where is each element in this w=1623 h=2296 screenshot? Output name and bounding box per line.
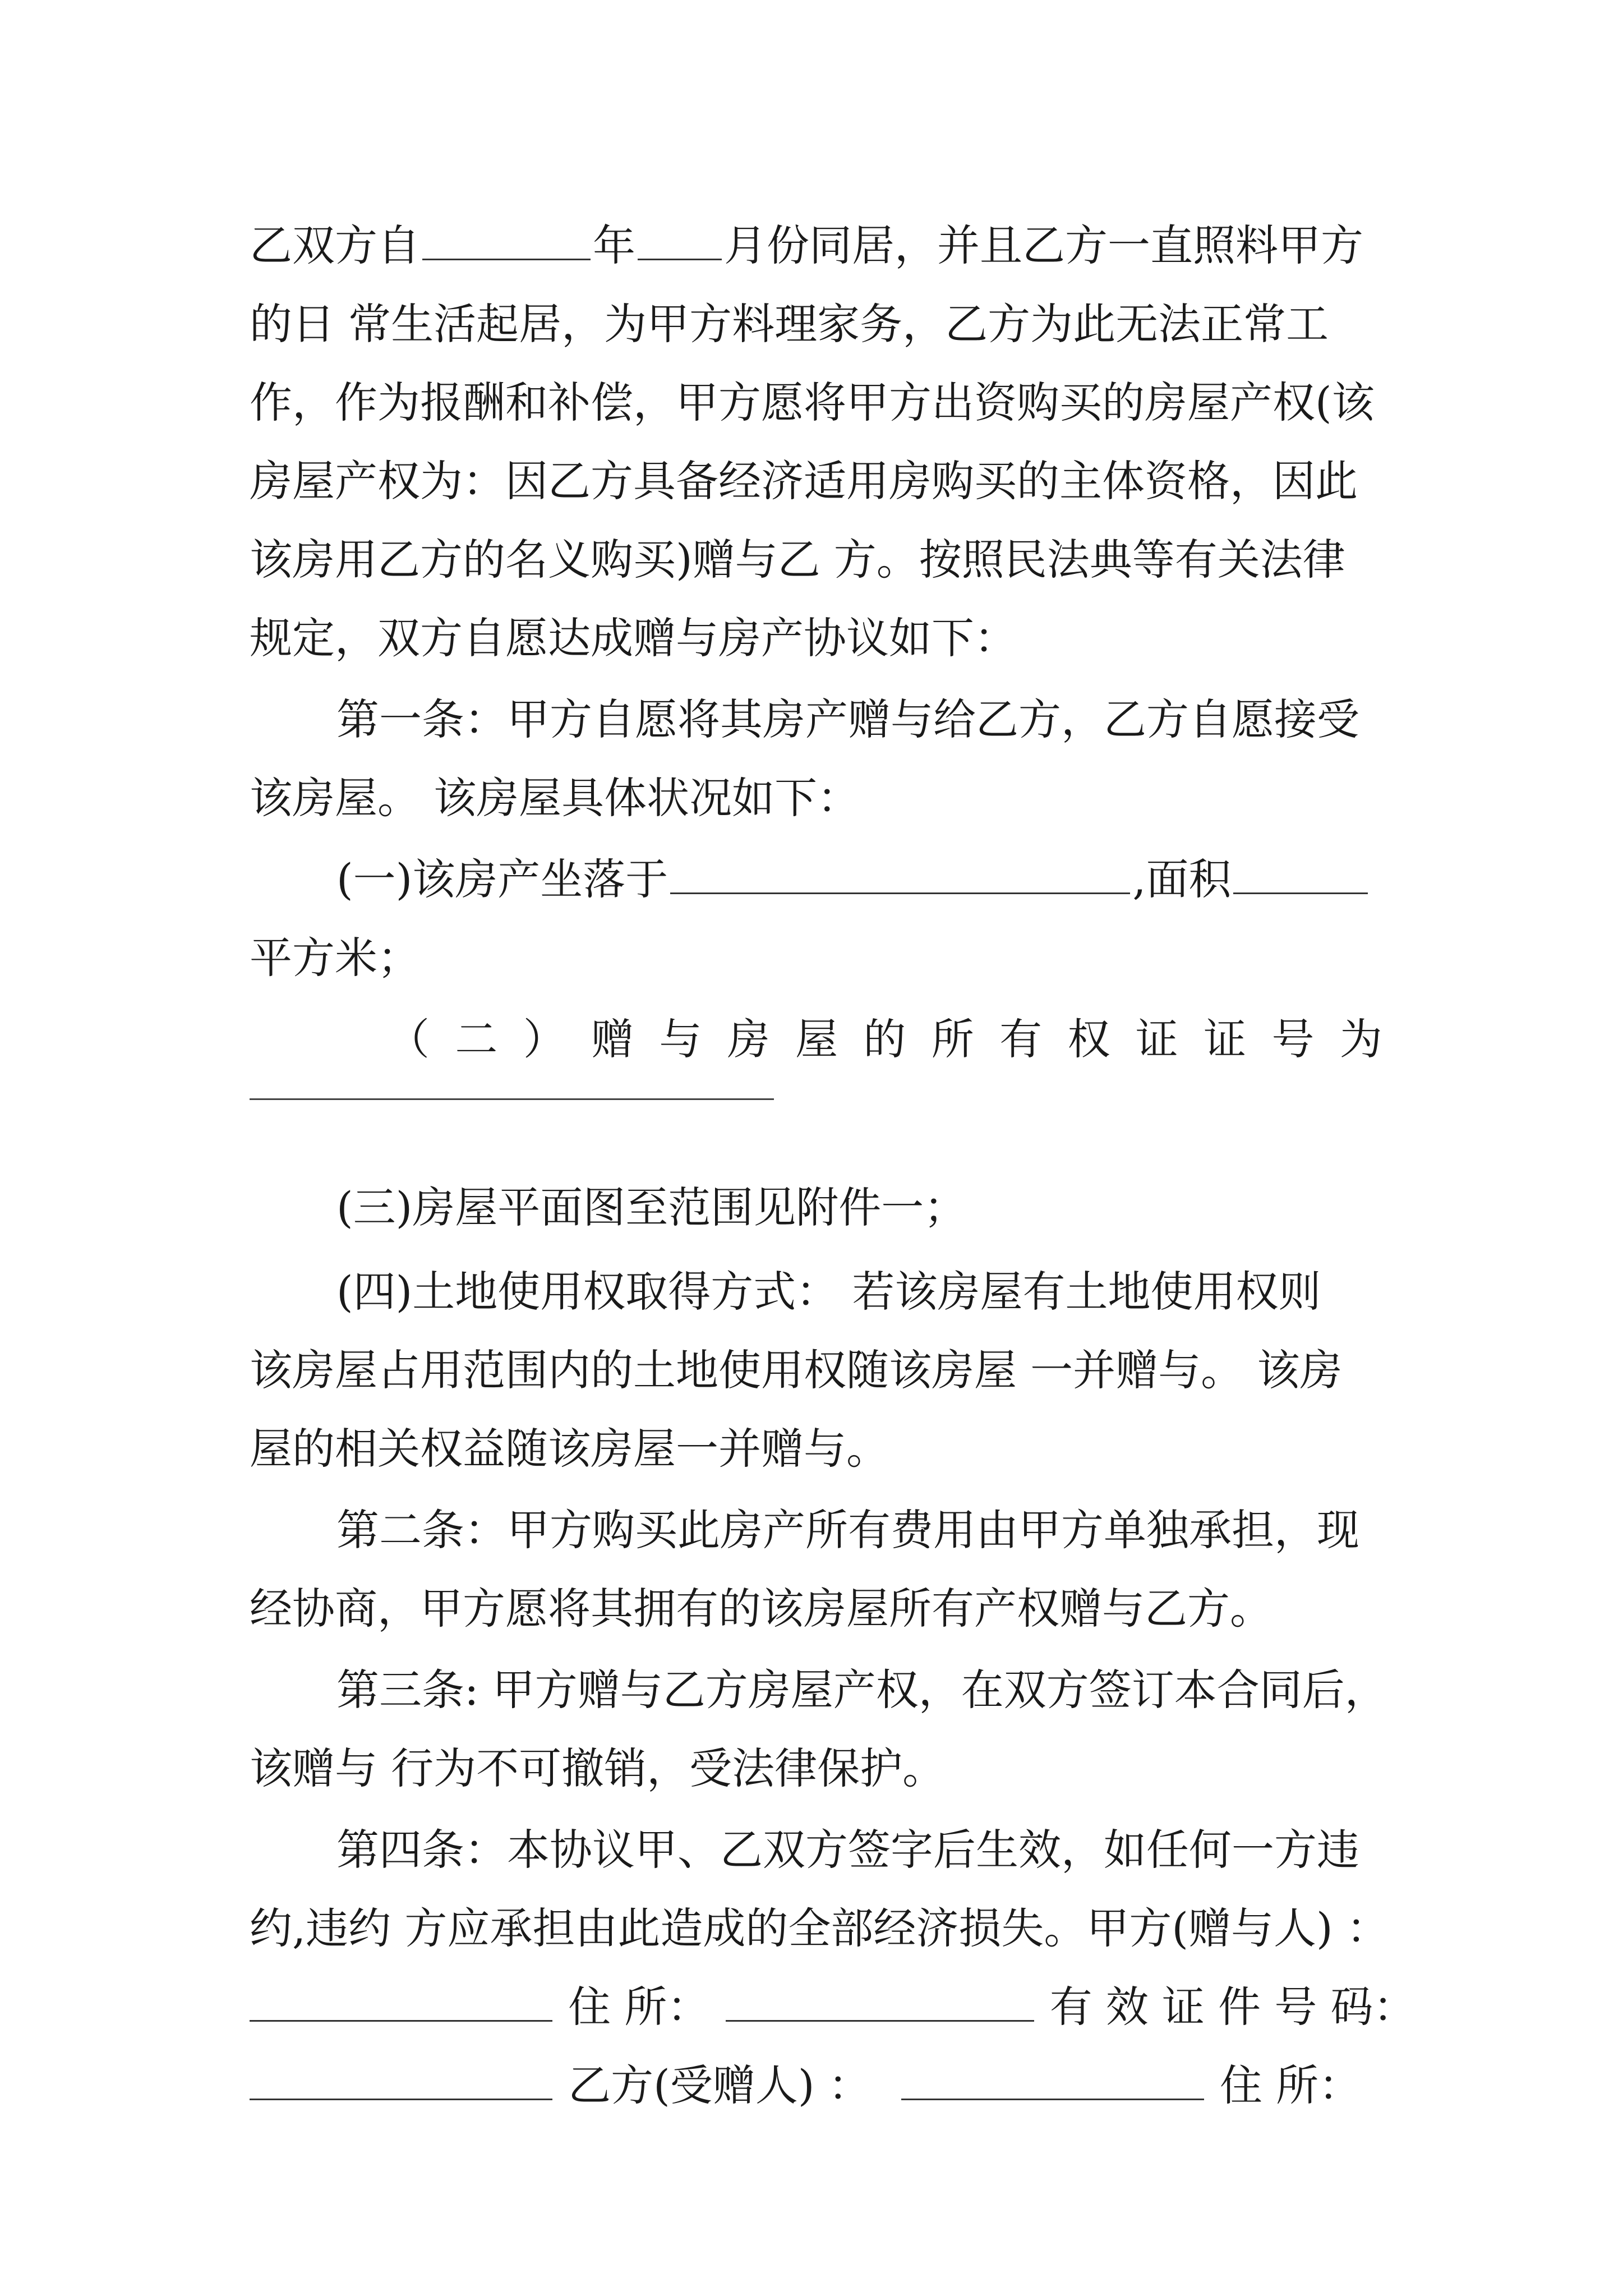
area-blank (1233, 841, 1368, 894)
item2-char: 赠 (591, 1014, 634, 1064)
item2-char: 号 (1271, 1014, 1315, 1064)
intro-line-4: 房屋产权为：因乙方具备经济适用房购买的主体资格，因此 (250, 456, 1358, 506)
item4-line-2: 该房屋占用范围内的土地使用权随该房屋 一并赠与。 该房 (250, 1345, 1343, 1395)
item4-line-3: 屋的相关权益随该房屋一并赠与。 (250, 1424, 889, 1474)
item1-area-label: ,面积 (1132, 854, 1232, 904)
signature-line-2 (250, 2046, 1388, 2125)
article2-line-2: 经协商，甲方愿将其拥有的该房屋所有产权赠与乙方。 (250, 1584, 1272, 1634)
item1-line-1 (336, 840, 1388, 919)
item2-line (387, 1000, 1382, 1079)
item1-line-2: 平方米； (250, 933, 420, 983)
intro-text-c: 月份同居，并且乙方一直照料甲方 (724, 220, 1363, 270)
item2-char: 有 (999, 1014, 1043, 1064)
intro-line-1 (250, 206, 1388, 285)
article4-line-2: 约,违约 方应承担由此造成的全部经济损失。甲方(赠与人) ： (250, 1903, 1389, 1953)
article1-line-1: 第一条：甲方自愿将其房产赠与给乙方，乙方自愿接受 (336, 694, 1359, 744)
item2-char: 屋 (795, 1014, 838, 1064)
intro-line-2: 的日 常生活起居，为甲方料理家务，乙方为此无法正常工 (250, 299, 1329, 349)
intro-line-3: 作，作为报酬和补偿，甲方愿将甲方出资购买的房屋产权(该 (250, 378, 1375, 427)
item1-location-label: (一)该房产坐落于 (336, 854, 668, 904)
item2-char: 权 (1067, 1014, 1110, 1064)
item2-char: 证 (1135, 1014, 1178, 1064)
intro-text-a: 乙双方自 (250, 220, 420, 270)
residence-blank-1 (726, 1968, 1034, 2022)
article4-line-1: 第四条：本协议甲、乙双方签字后生效，如任何一方违 (336, 1825, 1359, 1875)
location-blank (670, 841, 1130, 894)
article1-line-2: 该房屋。 该房屋具体状况如下： (250, 773, 860, 823)
month-blank (638, 207, 722, 260)
intro-text-b: 年 (593, 220, 635, 270)
intro-line-5: 该房用乙方的名义购买)赠与乙 方。按照民法典等有关法律 (250, 535, 1345, 585)
residence-label-2: 住 所： (1219, 2060, 1362, 2110)
party-b-sign-blank (901, 2047, 1204, 2100)
item2-char: 的 (863, 1014, 906, 1064)
residence-label-1: 住 所： (568, 1982, 710, 2032)
article3-line-1: 第三条: 甲方赠与乙方房屋产权，在双方签订本合同后， (336, 1665, 1387, 1715)
item2-char: 证 (1204, 1014, 1247, 1064)
year-blank (422, 207, 591, 260)
certificate-number-blank (250, 1098, 774, 1100)
item2-char: 房 (727, 1014, 770, 1064)
signature-line-1 (250, 1968, 1416, 2046)
id-number-label: 有 效 证 件 号 码： (1049, 1982, 1416, 2032)
party-b-label: 乙方(受赠人) ： (568, 2060, 871, 2110)
article3-line-2: 该赠与 行为不可撤销，受法律保护。 (250, 1743, 946, 1793)
item3-line: (三)房屋平面图至范围见附件一； (336, 1182, 967, 1232)
item2-char: 与 (659, 1014, 702, 1064)
item2-char: （ (387, 1014, 430, 1064)
item2-char: 所 (931, 1014, 974, 1064)
party-a-sign-blank (250, 1968, 552, 2022)
item4-line-1: (四)土地使用权取得方式： 若该房屋有土地使用权则 (336, 1267, 1321, 1317)
id-number-blank (250, 2047, 552, 2100)
intro-line-6: 规定，双方自愿达成赠与房产协议如下： (250, 613, 1017, 663)
item2-char: 为 (1339, 1014, 1382, 1064)
item2-char: 二 (455, 1014, 498, 1064)
item2-char: ） (523, 1014, 566, 1064)
article2-line-1: 第二条：甲方购买此房产所有费用由甲方单独承担，现 (336, 1505, 1359, 1555)
